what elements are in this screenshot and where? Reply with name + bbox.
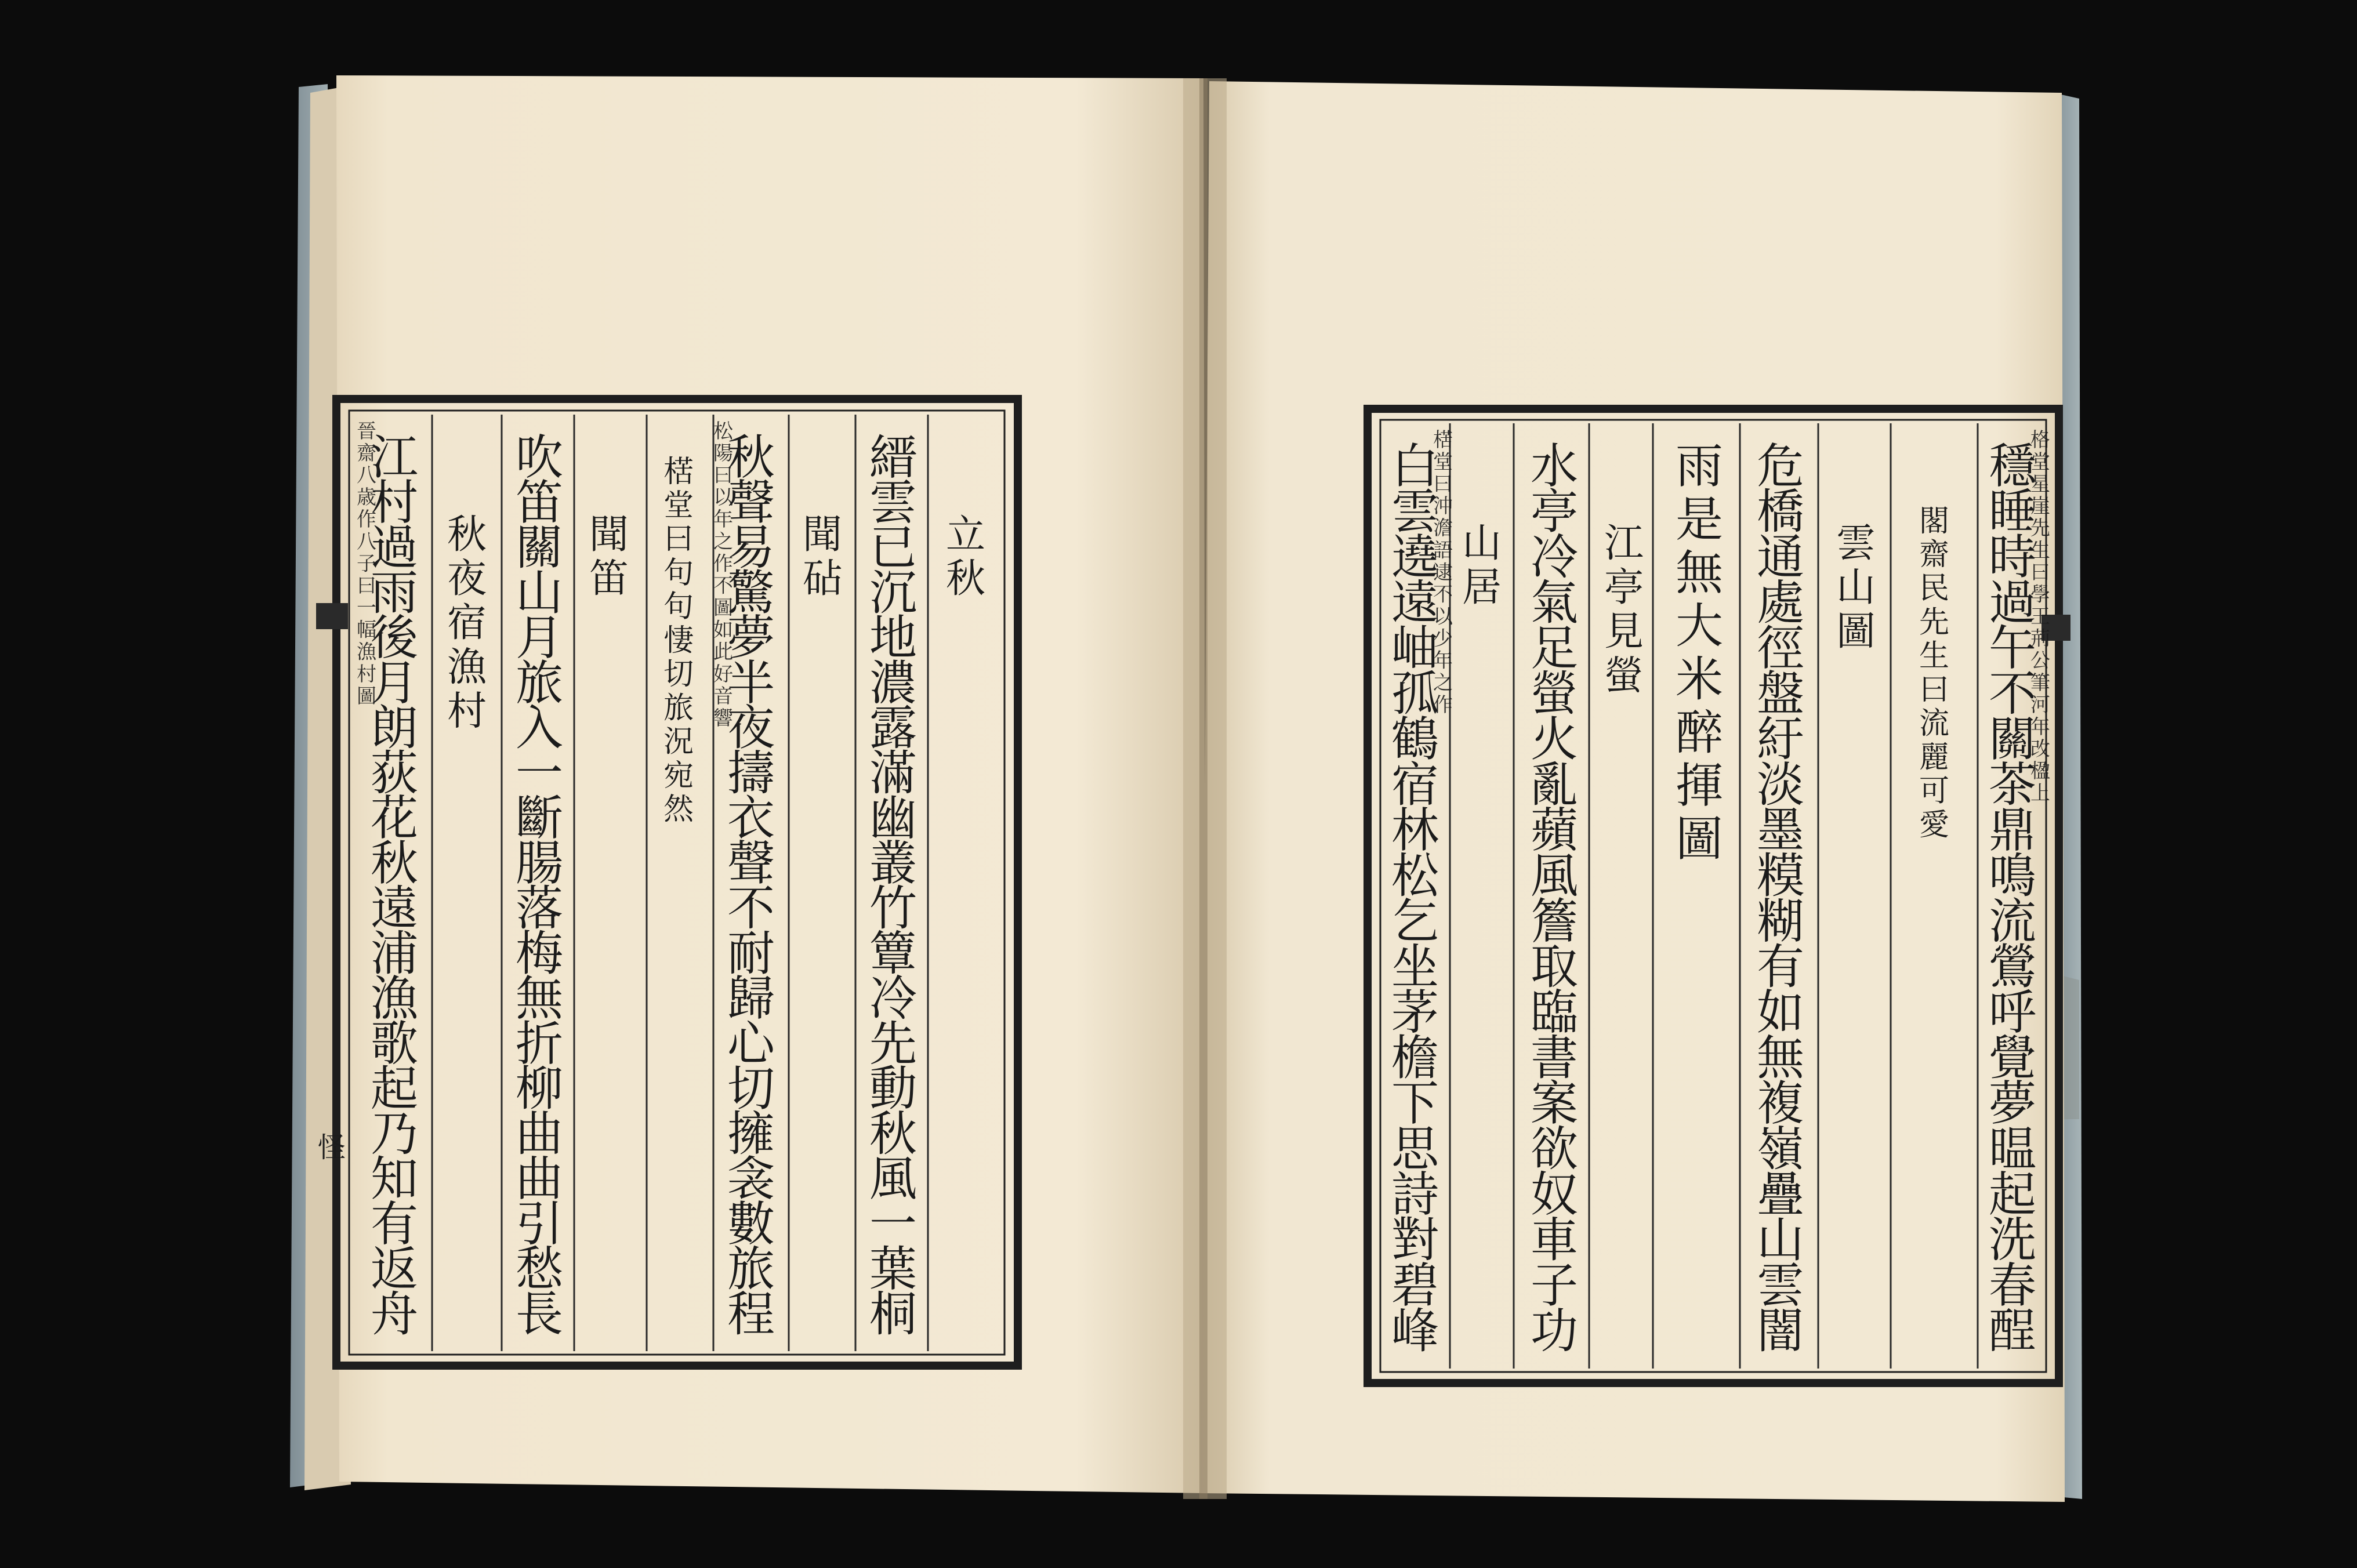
svg-text:程: 程 <box>727 1287 775 1342</box>
svg-text:年: 年 <box>2030 715 2050 739</box>
svg-text:如: 如 <box>713 618 733 642</box>
svg-text:處: 處 <box>1756 575 1805 631</box>
svg-text:旅: 旅 <box>727 1242 775 1297</box>
svg-text:白: 白 <box>1391 439 1439 495</box>
svg-text:臨: 臨 <box>1530 985 1579 1041</box>
svg-text:曲: 曲 <box>515 1152 564 1207</box>
svg-text:斷: 斷 <box>515 791 564 847</box>
svg-text:悽: 悽 <box>663 623 694 658</box>
svg-text:米: 米 <box>1675 652 1724 707</box>
svg-text:雲: 雲 <box>1836 520 1876 567</box>
svg-text:此: 此 <box>713 640 733 664</box>
svg-text:有: 有 <box>370 1196 419 1252</box>
svg-text:螢: 螢 <box>1604 653 1644 699</box>
svg-text:吹: 吹 <box>515 430 564 486</box>
svg-text:水: 水 <box>1530 439 1579 495</box>
svg-text:危: 危 <box>1756 439 1805 495</box>
svg-text:晉: 晉 <box>357 419 376 443</box>
svg-text:乞: 乞 <box>1391 894 1439 950</box>
svg-text:山: 山 <box>1462 520 1502 567</box>
svg-text:長: 長 <box>515 1287 564 1342</box>
svg-text:流: 流 <box>1919 706 1950 742</box>
svg-text:盤: 盤 <box>1756 666 1805 722</box>
svg-text:愁: 愁 <box>515 1242 564 1297</box>
svg-text:取: 取 <box>1530 939 1579 995</box>
svg-text:星: 星 <box>2030 473 2050 496</box>
svg-text:荻: 荻 <box>370 746 419 801</box>
svg-text:紆: 紆 <box>1756 712 1805 768</box>
svg-text:衣: 衣 <box>727 791 775 847</box>
svg-text:舟: 舟 <box>370 1287 419 1342</box>
svg-text:曰: 曰 <box>1919 672 1950 707</box>
svg-text:浦: 浦 <box>370 926 419 982</box>
svg-text:秋: 秋 <box>727 430 775 486</box>
svg-text:少: 少 <box>1433 627 1453 651</box>
svg-text:茅: 茅 <box>1391 985 1439 1041</box>
svg-text:以: 以 <box>1433 605 1453 629</box>
svg-text:酲: 酲 <box>1988 1304 2037 1359</box>
svg-text:半: 半 <box>727 655 775 711</box>
svg-text:無: 無 <box>1675 545 1724 601</box>
svg-text:然: 然 <box>663 792 694 827</box>
svg-text:揮: 揮 <box>1675 758 1724 814</box>
svg-text:無: 無 <box>1756 1030 1805 1086</box>
svg-text:先: 先 <box>1919 605 1950 640</box>
svg-text:心: 心 <box>727 1016 775 1072</box>
svg-text:不: 不 <box>1433 583 1453 607</box>
svg-text:遠: 遠 <box>1391 575 1439 631</box>
svg-text:氣: 氣 <box>1530 575 1579 631</box>
svg-text:秋: 秋 <box>869 1106 918 1162</box>
svg-text:筆: 筆 <box>2030 671 2050 695</box>
svg-text:作: 作 <box>713 552 733 576</box>
svg-text:山: 山 <box>1756 1213 1805 1268</box>
svg-text:是: 是 <box>1675 492 1724 547</box>
svg-text:況: 況 <box>663 724 694 760</box>
svg-text:耐: 耐 <box>727 926 775 982</box>
svg-text:月: 月 <box>515 611 564 666</box>
svg-text:聲: 聲 <box>727 475 775 531</box>
svg-text:穩: 穩 <box>1988 439 2037 495</box>
svg-text:複: 複 <box>1756 1076 1805 1132</box>
svg-text:堂: 堂 <box>663 488 694 523</box>
svg-text:知: 知 <box>370 1152 419 1207</box>
svg-text:過: 過 <box>1988 575 2037 631</box>
svg-text:鳴: 鳴 <box>1988 848 2037 904</box>
svg-text:楛: 楛 <box>663 454 694 489</box>
svg-text:案: 案 <box>1530 1076 1579 1132</box>
svg-text:村: 村 <box>357 662 376 686</box>
svg-text:嶺: 嶺 <box>1756 1121 1805 1177</box>
svg-text:一: 一 <box>357 596 376 620</box>
svg-text:春: 春 <box>1988 1258 2037 1314</box>
svg-text:曲: 曲 <box>515 1106 564 1162</box>
svg-text:露: 露 <box>869 700 918 756</box>
svg-text:一: 一 <box>869 1196 918 1252</box>
svg-text:民: 民 <box>1919 571 1950 607</box>
svg-text:呼: 呼 <box>1988 985 2037 1041</box>
svg-text:先: 先 <box>2030 517 2050 540</box>
svg-text:圖: 圖 <box>1836 609 1876 655</box>
left-column-5 <box>589 512 629 602</box>
svg-text:可: 可 <box>1919 774 1950 809</box>
svg-text:圖: 圖 <box>1675 812 1724 868</box>
svg-text:齋: 齋 <box>357 442 376 465</box>
svg-text:八: 八 <box>357 530 376 554</box>
left-column-4 <box>663 455 694 827</box>
right-column-5 <box>1604 521 1644 699</box>
right-column-7 <box>1462 521 1502 611</box>
svg-text:幽: 幽 <box>869 791 918 847</box>
svg-text:思: 思 <box>1391 1121 1439 1177</box>
svg-text:改: 改 <box>2030 738 2050 761</box>
svg-text:驚: 驚 <box>727 565 775 621</box>
right-column-3 <box>1757 439 1806 1359</box>
svg-text:宿: 宿 <box>447 600 487 647</box>
svg-text:堂: 堂 <box>1433 451 1453 474</box>
svg-text:生: 生 <box>2030 539 2050 562</box>
svg-text:愛: 愛 <box>1919 807 1950 843</box>
svg-text:乃: 乃 <box>370 1106 419 1162</box>
left-column-2 <box>803 512 842 602</box>
svg-text:雲: 雲 <box>869 475 918 531</box>
svg-text:下: 下 <box>1391 1076 1439 1132</box>
svg-text:落: 落 <box>515 881 564 937</box>
svg-text:歸: 歸 <box>727 971 775 1027</box>
svg-text:奴: 奴 <box>1530 1167 1579 1223</box>
svg-text:葉: 葉 <box>869 1242 918 1297</box>
svg-text:擁: 擁 <box>727 1106 775 1162</box>
svg-text:澹: 澹 <box>1433 517 1453 540</box>
svg-text:切: 切 <box>727 1061 775 1117</box>
svg-text:不: 不 <box>713 574 733 598</box>
svg-text:夜: 夜 <box>727 700 775 756</box>
svg-text:風: 風 <box>869 1152 918 1207</box>
svg-text:曰: 曰 <box>713 464 733 488</box>
svg-text:夜: 夜 <box>447 556 487 602</box>
svg-text:梅: 梅 <box>515 926 564 982</box>
svg-text:音: 音 <box>713 684 733 708</box>
left-column-1 <box>868 430 917 1342</box>
svg-text:沖: 沖 <box>1433 495 1453 518</box>
svg-text:松: 松 <box>713 419 733 443</box>
svg-text:鶯: 鶯 <box>1988 939 2037 995</box>
svg-text:對: 對 <box>1391 1213 1439 1268</box>
svg-text:關: 關 <box>1988 712 2037 768</box>
svg-text:笛: 笛 <box>515 475 564 531</box>
svg-text:過: 過 <box>370 520 419 576</box>
right-column-4 <box>1676 439 1724 867</box>
svg-text:橋: 橋 <box>1756 484 1805 540</box>
svg-text:孤: 孤 <box>1391 666 1439 722</box>
svg-text:子: 子 <box>357 552 376 576</box>
svg-text:折: 折 <box>515 1016 564 1072</box>
svg-text:峰: 峰 <box>1391 1304 1439 1359</box>
svg-text:荊: 荊 <box>2030 627 2050 651</box>
svg-text:無: 無 <box>515 971 564 1027</box>
svg-text:宛: 宛 <box>663 758 694 793</box>
svg-text:楹: 楹 <box>2030 760 2050 783</box>
svg-text:月: 月 <box>370 655 419 711</box>
left-annotation-8 <box>357 420 377 708</box>
svg-text:聞: 聞 <box>589 511 629 558</box>
svg-text:齋: 齋 <box>1919 538 1950 572</box>
svg-text:動: 動 <box>869 1061 918 1117</box>
svg-text:見: 見 <box>1604 609 1644 655</box>
svg-text:一: 一 <box>515 746 564 801</box>
right-column-1 <box>1919 504 1949 843</box>
svg-text:數: 數 <box>727 1196 775 1252</box>
svg-text:句: 句 <box>663 589 694 625</box>
svg-text:作: 作 <box>357 508 376 532</box>
svg-text:歌: 歌 <box>370 1016 419 1072</box>
svg-text:以: 以 <box>713 486 733 510</box>
svg-text:閣: 閣 <box>1919 503 1950 539</box>
svg-text:大: 大 <box>1675 598 1724 654</box>
svg-text:年: 年 <box>713 508 733 532</box>
left-column-7 <box>447 512 488 735</box>
svg-text:王: 王 <box>2030 605 2050 629</box>
svg-text:居: 居 <box>1462 565 1502 611</box>
svg-text:山: 山 <box>1836 565 1876 611</box>
margin-mark: 怪 <box>318 1131 346 1164</box>
svg-text:江: 江 <box>1604 520 1644 567</box>
svg-text:聞: 聞 <box>802 511 843 558</box>
svg-text:作: 作 <box>1433 693 1453 717</box>
svg-text:河: 河 <box>2030 693 2050 717</box>
svg-text:沉: 沉 <box>869 565 918 621</box>
svg-text:柳: 柳 <box>515 1061 564 1117</box>
svg-text:之: 之 <box>713 530 733 554</box>
svg-text:茶: 茶 <box>1988 757 2037 813</box>
svg-text:起: 起 <box>1988 1167 2037 1223</box>
svg-text:睡: 睡 <box>1988 484 2037 540</box>
svg-text:腸: 腸 <box>515 836 564 891</box>
svg-text:旅: 旅 <box>663 691 694 726</box>
svg-text:年: 年 <box>1433 649 1453 673</box>
svg-text:縉: 縉 <box>869 430 918 486</box>
svg-text:叢: 叢 <box>869 836 918 891</box>
svg-text:秋: 秋 <box>945 556 986 602</box>
svg-text:返: 返 <box>370 1242 419 1297</box>
svg-text:如: 如 <box>1756 985 1805 1041</box>
svg-text:車: 車 <box>1530 1213 1579 1268</box>
svg-text:易: 易 <box>727 520 775 576</box>
svg-text:語: 語 <box>1433 539 1453 562</box>
svg-text:堂: 堂 <box>2030 451 2050 474</box>
svg-text:秋: 秋 <box>370 836 419 891</box>
svg-text:朗: 朗 <box>370 700 419 756</box>
svg-text:衾: 衾 <box>727 1152 775 1207</box>
svg-text:學: 學 <box>2030 583 2050 607</box>
svg-text:響: 響 <box>713 706 733 730</box>
svg-text:闇: 闇 <box>1756 1304 1805 1359</box>
svg-text:坐: 坐 <box>1391 939 1439 995</box>
svg-text:滿: 滿 <box>869 746 918 801</box>
svg-text:碧: 碧 <box>1391 1258 1439 1314</box>
svg-text:流: 流 <box>1988 894 2037 950</box>
svg-text:漁: 漁 <box>447 644 487 691</box>
svg-text:欲: 欲 <box>1530 1121 1579 1177</box>
svg-text:亂: 亂 <box>1530 757 1579 813</box>
svg-text:花: 花 <box>370 791 419 847</box>
svg-text:立: 立 <box>945 511 986 558</box>
svg-text:火: 火 <box>1530 712 1579 768</box>
svg-text:幅: 幅 <box>357 618 376 642</box>
svg-text:林: 林 <box>1391 803 1439 859</box>
svg-text:冷: 冷 <box>1530 530 1579 586</box>
svg-text:蘋: 蘋 <box>1530 803 1579 859</box>
svg-text:不: 不 <box>727 881 775 937</box>
svg-text:桐: 桐 <box>869 1287 918 1342</box>
svg-text:時: 時 <box>1988 530 2037 586</box>
svg-text:漁: 漁 <box>370 971 419 1027</box>
svg-text:子: 子 <box>1530 1258 1579 1314</box>
svg-text:有: 有 <box>1756 939 1805 995</box>
left-column-0 <box>946 512 985 602</box>
svg-text:漁: 漁 <box>357 640 376 664</box>
svg-text:鼎: 鼎 <box>1988 803 2037 859</box>
svg-text:楛: 楛 <box>1433 428 1453 452</box>
svg-text:陽: 陽 <box>713 442 733 465</box>
svg-text:格: 格 <box>2030 428 2050 452</box>
svg-text:山: 山 <box>515 565 564 621</box>
svg-text:擣: 擣 <box>727 746 775 801</box>
svg-text:不: 不 <box>1988 666 2037 722</box>
svg-text:雨: 雨 <box>1675 439 1724 495</box>
svg-text:麗: 麗 <box>1919 740 1950 775</box>
svg-text:聲: 聲 <box>727 836 775 891</box>
svg-text:雲: 雲 <box>1391 484 1439 540</box>
svg-text:起: 起 <box>370 1061 419 1117</box>
right-annotation-8 <box>1433 429 1454 717</box>
svg-text:亭: 亭 <box>1604 565 1644 611</box>
svg-text:崖: 崖 <box>2030 495 2050 518</box>
svg-text:雨: 雨 <box>370 565 419 621</box>
svg-text:後: 後 <box>370 611 419 666</box>
svg-text:夢: 夢 <box>727 611 775 666</box>
svg-text:圖: 圖 <box>357 684 376 708</box>
svg-text:徑: 徑 <box>1756 621 1805 677</box>
svg-text:淡: 淡 <box>1756 757 1805 813</box>
svg-text:糢: 糢 <box>1756 848 1805 904</box>
svg-text:雲: 雲 <box>1756 1258 1805 1314</box>
svg-text:砧: 砧 <box>802 556 843 602</box>
svg-text:村: 村 <box>447 688 487 735</box>
svg-text:通: 通 <box>1756 530 1805 586</box>
svg-text:墨: 墨 <box>1756 803 1805 859</box>
svg-text:㬈: 㬈 <box>1988 1121 2037 1177</box>
svg-text:引: 引 <box>515 1196 564 1252</box>
svg-text:功: 功 <box>1530 1304 1579 1359</box>
svg-text:秋: 秋 <box>447 511 487 558</box>
svg-text:生: 生 <box>1919 638 1950 674</box>
svg-text:句: 句 <box>663 556 694 591</box>
svg-text:逮: 逮 <box>1433 561 1453 585</box>
svg-text:糊: 糊 <box>1756 894 1805 950</box>
svg-text:遶: 遶 <box>1391 530 1439 586</box>
right-annotation-0 <box>2030 429 2050 805</box>
svg-text:書: 書 <box>1530 1030 1579 1086</box>
svg-text:夢: 夢 <box>1988 1076 2037 1132</box>
svg-text:曰: 曰 <box>2030 561 2050 585</box>
svg-text:洗: 洗 <box>1988 1213 2037 1268</box>
svg-text:地: 地 <box>869 611 918 666</box>
svg-text:先: 先 <box>869 1016 918 1072</box>
svg-text:入: 入 <box>515 700 564 756</box>
svg-text:切: 切 <box>663 657 694 692</box>
svg-text:風: 風 <box>1530 848 1579 904</box>
left-annotation-3 <box>713 420 734 730</box>
svg-text:冷: 冷 <box>869 971 918 1027</box>
svg-text:已: 已 <box>869 520 918 576</box>
svg-text:八: 八 <box>357 464 376 488</box>
svg-text:疊: 疊 <box>1756 1167 1805 1223</box>
svg-text:江: 江 <box>370 430 419 486</box>
svg-text:亭: 亭 <box>1530 484 1579 540</box>
svg-text:曰: 曰 <box>1433 473 1453 496</box>
svg-text:關: 關 <box>515 520 564 576</box>
left-column-8 <box>371 430 420 1342</box>
svg-text:岫: 岫 <box>1391 621 1439 677</box>
svg-text:詩: 詩 <box>1391 1167 1439 1223</box>
svg-text:鶴: 鶴 <box>1391 712 1439 768</box>
svg-text:歳: 歳 <box>357 486 376 510</box>
left-column-6 <box>516 430 564 1342</box>
svg-text:之: 之 <box>1433 671 1453 695</box>
svg-text:午: 午 <box>1988 621 2037 677</box>
svg-text:醉: 醉 <box>1675 705 1724 761</box>
svg-text:旅: 旅 <box>515 655 564 711</box>
svg-text:遠: 遠 <box>370 881 419 937</box>
svg-text:螢: 螢 <box>1530 666 1579 722</box>
svg-text:上: 上 <box>2030 782 2050 805</box>
right-column-6 <box>1531 439 1580 1359</box>
svg-text:村: 村 <box>370 475 419 531</box>
svg-text:宿: 宿 <box>1391 757 1439 813</box>
svg-text:公: 公 <box>2030 649 2050 673</box>
svg-text:足: 足 <box>1530 621 1579 677</box>
svg-text:曰: 曰 <box>357 574 376 598</box>
svg-text:好: 好 <box>713 662 733 686</box>
svg-text:笛: 笛 <box>589 556 629 602</box>
svg-text:松: 松 <box>1391 848 1439 904</box>
right-column-2 <box>1836 521 1876 655</box>
svg-text:檐: 檐 <box>1391 1030 1439 1086</box>
left-column-3 <box>727 430 777 1342</box>
svg-text:濃: 濃 <box>869 655 918 711</box>
svg-text:覺: 覺 <box>1988 1030 2037 1086</box>
svg-text:圖: 圖 <box>713 596 733 620</box>
svg-text:簟: 簟 <box>869 926 918 982</box>
svg-text:竹: 竹 <box>869 881 918 937</box>
svg-text:簷: 簷 <box>1530 894 1579 950</box>
svg-text:曰: 曰 <box>663 522 694 557</box>
